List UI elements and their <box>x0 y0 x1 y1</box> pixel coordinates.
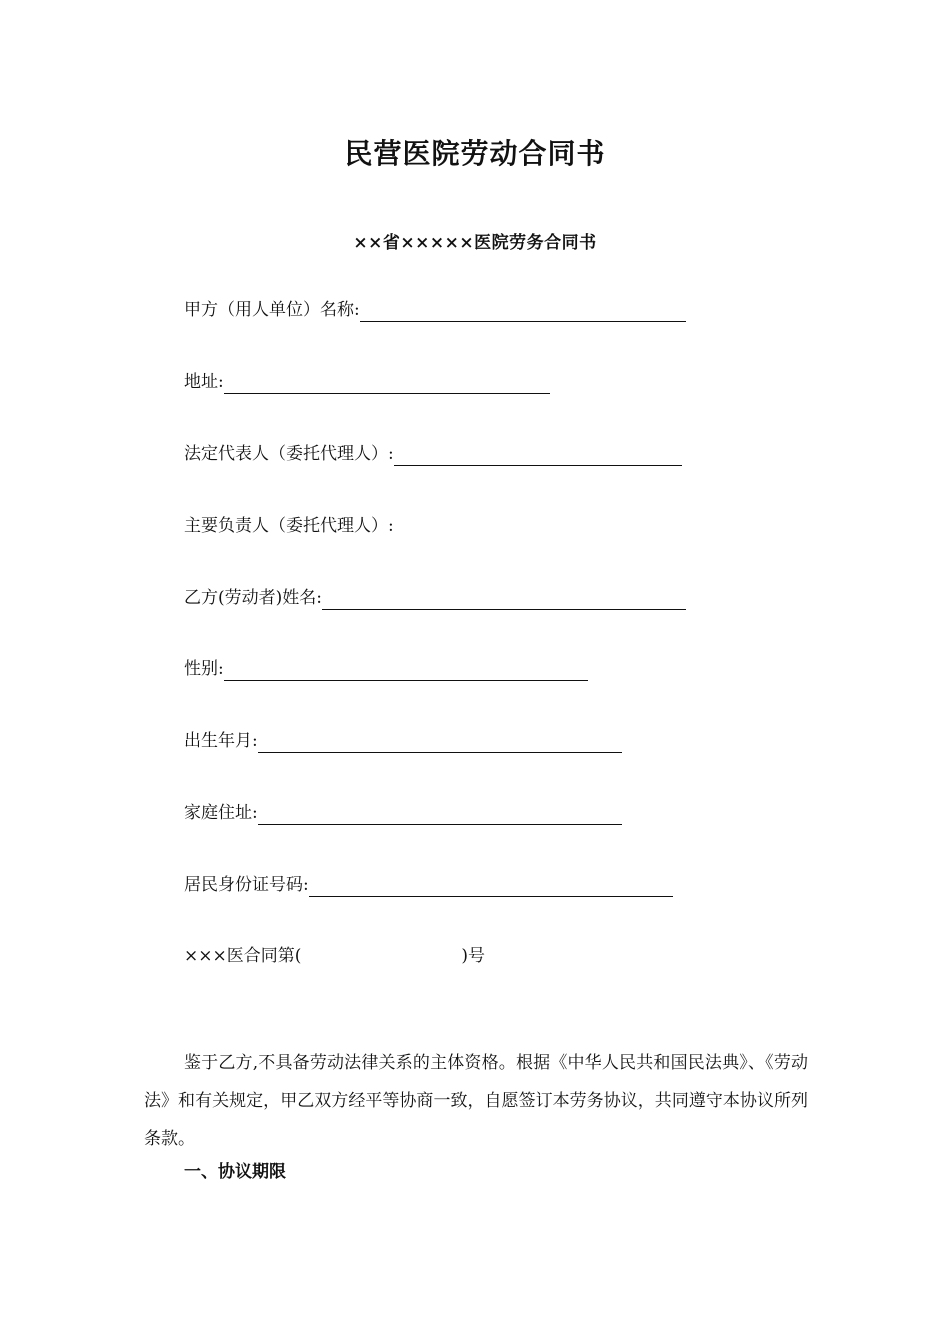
address-blank[interactable] <box>224 373 550 394</box>
intro-paragraph: 鉴于乙方,不具备劳动法律关系的主体资格。根据《中华人民共和国民法典》、《劳动法》和有关规定，甲乙双方经平等协商一致，自愿签订本劳务协议，共同遵守本协议所列条款。 <box>144 1053 808 1149</box>
gender-field <box>184 657 588 681</box>
contract-number-field <box>184 944 485 968</box>
birth-label: 出生年月: <box>184 731 258 751</box>
gender-label: 性别: <box>184 659 224 679</box>
birth-field <box>184 729 622 753</box>
address-label: 地址: <box>184 372 224 392</box>
contract-number-prefix: ×××医合同第( <box>184 946 302 966</box>
party-a-name-blank[interactable] <box>360 301 686 322</box>
party-a-name-field <box>184 298 686 322</box>
party-a-name-label: 甲方（用人单位）名称: <box>184 300 360 320</box>
legal-rep-label: 法定代表人（委托代理人）: <box>184 444 394 464</box>
legal-rep-field <box>184 442 682 466</box>
principal-label: 主要负责人（委托代理人）: <box>184 516 394 536</box>
id-number-blank[interactable] <box>309 876 673 897</box>
home-address-blank[interactable] <box>258 804 622 825</box>
party-b-name-blank[interactable] <box>322 589 686 610</box>
document-subtitle: ××省×××××医院劳务合同书 <box>353 233 597 253</box>
contract-number-suffix: )号 <box>461 946 486 966</box>
section-1-heading: 一、协议期限 <box>184 1162 286 1182</box>
home-address-field <box>184 801 622 825</box>
legal-rep-blank[interactable] <box>394 445 682 466</box>
party-b-name-label: 乙方(劳动者)姓名: <box>184 588 322 608</box>
address-field <box>184 370 550 394</box>
document-title: 民营医院劳动合同书 <box>344 137 606 170</box>
id-number-field <box>184 873 673 897</box>
principal-field <box>184 514 394 538</box>
birth-blank[interactable] <box>258 732 622 753</box>
home-address-label: 家庭住址: <box>184 803 258 823</box>
gender-blank[interactable] <box>224 660 588 681</box>
party-b-name-field <box>184 586 686 610</box>
id-number-label: 居民身份证号码: <box>184 875 309 895</box>
